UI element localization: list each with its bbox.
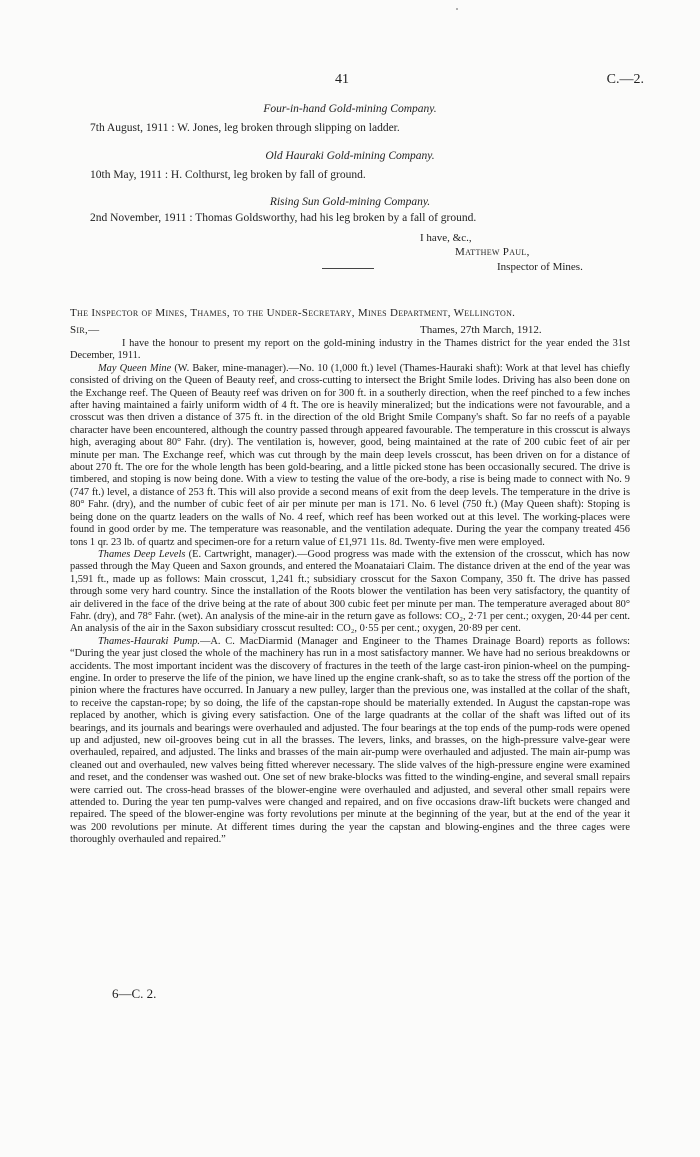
accident-date: 10th May, 1911 : [90,169,169,181]
accident-text: W. Jones, leg broken through slipping on ladder. [177,122,400,134]
may-queen-text: (W. Baker, mine-manager).—No. 10 (1,000 ft.) level (Thames-Hauraki shaft): Work at that level has chiefly consisted of driving on the Queen of Beauty reef, and cross-cutting to intersect the Bright Smile lodes. Driving has also been done on the Exchange reef. The Queen of Beauty reef was driven on for 300 ft. in a southerly direction, when the reef pinched to a few inches after having maintained a fairly uniform width of 4 ft. The ore is heavily mineralized; but the indications were not favourable, and a crosscut was then driven a distance of 375 ft. in the direction of the old Bright Smile Company's shaft. So far no reefs of a payable character have been encountered, although the country passed through appeared favourable. The temperature in this crosscut is always high, averaging about 80° Fahr. (dry). The ventilation is, however, good, being maintained at the rate of 200 cubic feet of air per minute per man. The Exchange reef, which was cut through by the main deep levels crosscut, has been driven on for a distance of about 270 ft. The ore for the whole length has been gold-bearing, and a little picked stone has been occasionally secured. The drive is timbered, and stoping is now being done. With a view to testing the value of the ore-body, a rise is being made to connect with No. 9 (747 ft.) level, a distance of 253 ft. This will also provide a second means of exit from the deep levels. The temperature in the drive is 80° Fahr. (dry), and the number of cubic feet of air per minute per man is 171. No. 6 level (750 ft.) (May Queen shaft): Stoping is being done on the quartz leaders on the walls of No. 4 reef, which reef has been worked out at this level. The working-places were found in good order by me. The temperature was reasonable, and the ventilation adequate. During the year the company treated 456 tons 1 qr. 23 lb. of quartz and specimen-ore for a return value of £1,971 11s. 8d. Twenty-five men were employed. [70,362,630,548]
accident-date: 2nd November, 1911 : [90,212,193,224]
signature-title: Inspector of Mines. [497,261,583,273]
accident-entry [90,212,476,224]
accident-text: H. Colthurst, leg broken by fall of ground. [170,169,366,181]
letter-address: The Inspector of Mines, Thames, to the Under-Secretary, Mines Department, Wellington. [70,307,516,319]
signature-closing: I have, &c., [420,232,472,244]
pump-paragraph [70,636,630,847]
letter-place-date: Thames, 27th March, 1912. [420,324,542,336]
company-heading: Rising Sun Gold-mining Company. [269,196,431,208]
report-body [70,338,630,847]
accident-date: 7th August, 1911 : [90,122,175,134]
document-reference: C.—2. [606,72,644,87]
section-divider [322,268,374,269]
may-queen-paragraph [70,363,630,549]
page-number: 41 [335,72,349,87]
accident-entry [90,122,400,134]
company-heading: Old Hauraki Gold-mining Company. [265,150,435,162]
signature-name: Matthew Paul, [455,246,530,258]
footer-signature-mark: 6—C. 2. [112,986,157,1001]
pump-heading: Thames-Hauraki Pump. [98,635,201,647]
thames-deep-text: (E. Cartwright, manager).—Good progress was made with the extension of the crosscut, which has now passed through the May Queen and Saxon grounds, and entered the Moanataiari Claim. The distance driven at the end of the year was 1,591 ft., made up as follows: Main crosscut, 1,241 ft.; subsidiary crosscut for the Saxon Company, 350 ft. The drive has passed through some very hard country. Since the installation of the Roots blower the ventilation has been very satisfactory, the quantity of air delivered in the face of the drive being at the rate of about 300 cubic feet per minute per man. The temperature averaged about 80° Fahr. (dry), and 78° Fahr. (wet). An analysis of the mine-air in the return gave as follows: CO₂, 2·71 per cent.; oxygen, 20·44 per cent. An analysis of the air in the Saxon subsidiary crosscut resulted: CO₂, 0·55 per cent.; oxygen, 20·89 per cent. [70,548,630,635]
company-heading: Four-in-hand Gold-mining Company. [263,103,437,115]
print-speck [456,8,458,10]
pump-text: —A. C. MacDiarmid (Manager and Engineer to the Thames Drainage Board) reports as follows: “During the year just closed the whole of the machinery has run in a most satisfactory manner. We have had no serious breakdowns or accidents. The most important incident was the discovery of fractures in the teeth of the large cast-iron pinion-wheel on the pumping-engine. In order to preserve the life of the pinion, we have lined up the engine crank-shaft, so as to take the stress off the portion of the pinion where the fractures have occurred. In January a new pulley, larger than the previous one, was installed at the collar of the shaft, to receive the capstan-rope; by so doing, the life of the capstan-rope should be materially extended. In August the capstan-rope was replaced by another, which is giving every satisfaction. One of the large quadrants at the collar of the shaft was lifted out of its bearings, and its journals and bearings were overhauled and adjusted. The four bearings at the top ends of the pump-rods were opened up and adjusted, new oil-grooves being cut in all the brasses. The levers, links, and brasses, on the high-pressure valve-gear were overhauled, repaired, and adjusted. The links and brasses of the main air-pump were overhauled and adjusted. The main air-pump was cleaned out and overhauled, new valves being fitted wherever necessary. The slide valves of the high-pressure engine were examined and reset, and the condenser was washed out. One set of new brake-blocks was fitted to the winding-engine, and several small repairs were carried out. The cross-head brasses of the blower-engine were overhauled and adjusted, and several other small repairs were attended to. During the year ten pump-valves were changed and repaired, and on five occasions draw-lift buckets were changed and repaired. The speed of the blower-engine was forty revolutions per minute at the beginning of the year, but at the end of the year it was 200 revolutions per minute. At different times during the year the capstan and blowing-engines and the three cages were thoroughly overhauled and repaired.” [70,635,631,846]
intro-paragraph: I have the honour to present my report on the gold-mining industry in the Thames district for the year ended the 31st December, 1911. [70,338,630,362]
letter-salutation: Sir,— [70,324,100,336]
accident-entry [90,169,366,181]
may-queen-heading: May Queen Mine [98,362,172,374]
thames-deep-heading: Thames Deep Levels [98,548,186,560]
accident-text: Thomas Goldsworthy, had his leg broken by a fall of ground. [195,212,477,224]
thames-deep-paragraph [70,549,630,636]
